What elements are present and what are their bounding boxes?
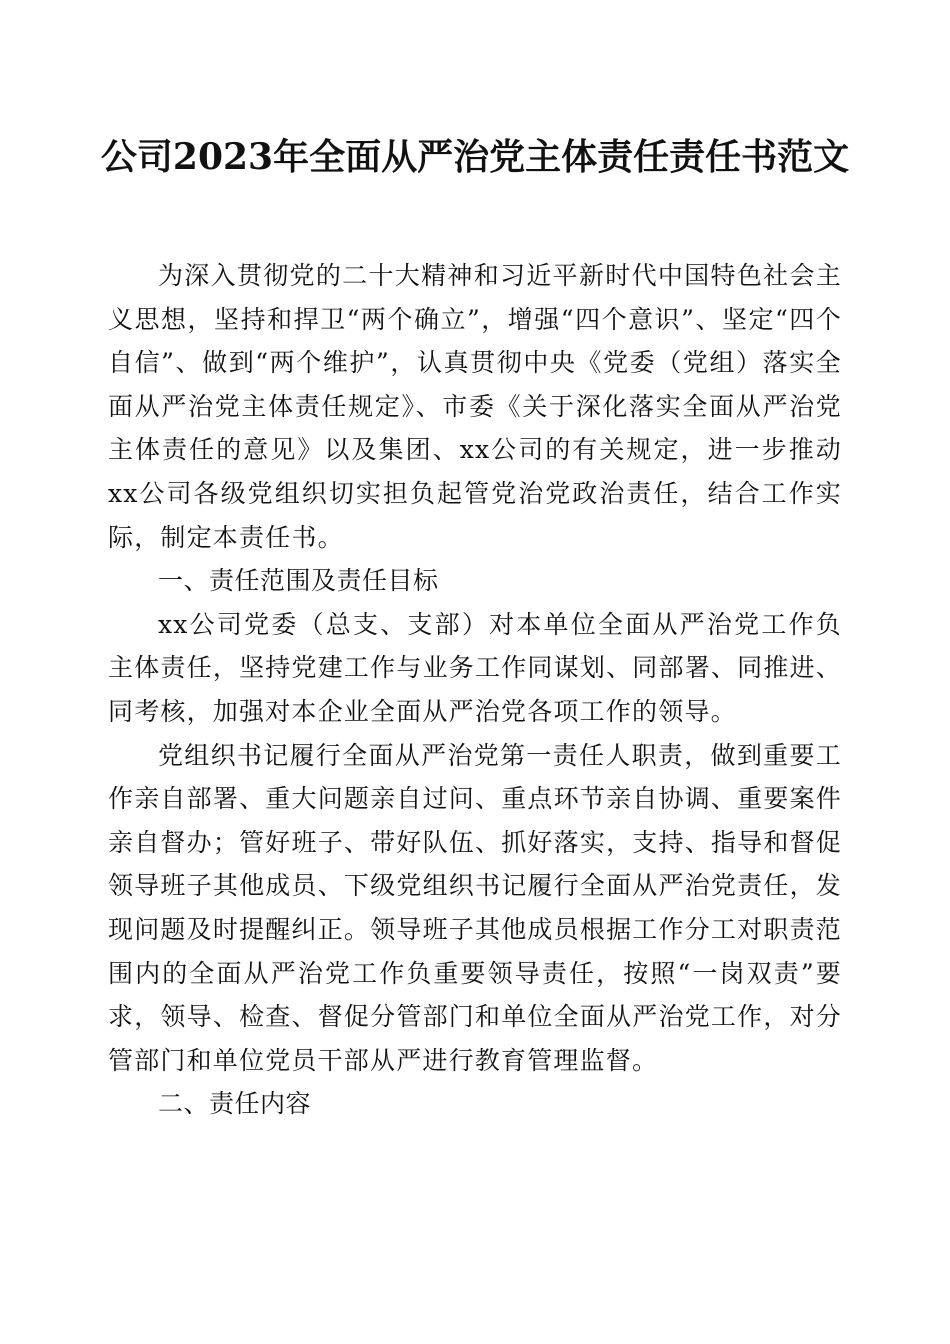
section-1-paragraph-1: xx公司党委（总支、支部）对本单位全面从严治党工作负主体责任，坚持党建工作与业务工作同谋划、同部署、同推进、同考核，加强对本企业全面从严治党各项工作的领导。 (108, 609, 842, 726)
section-2-heading: 二、责任内容 (158, 1089, 312, 1119)
section-1-paragraph-2: 党组织书记履行全面从严治党第一责任人职责，做到重要工作亲自部署、重大问题亲自过问、重点环节亲自协调、重要案件亲自督办；管好班子、带好队伍、抓好落实，支持、指导和督促领导班子其他成员、下级党组织书记履行全面从严治党责任，发现问题及时提醒纠正。领导班子其他成员根据工作分工对职责范围内的全面从严治党工作负重要领导责任，按照“一岗双责”要求，领导、检查、督促分管部门和单位全面从严治党工作，对分管部门和单位党员干部从严进行教育管理监督。 (108, 740, 842, 1075)
document-body (108, 254, 842, 1126)
intro-paragraph: 为深入贯彻党的二十大精神和习近平新时代中国特色社会主义思想，坚持和捍卫“两个确立”，增强“四个意识”、坚定“四个自信”、做到“两个维护”，认真贯彻中央《党委（党组）落实全面从严治党主体责任规定》、市委《关于深化落实全面从严治党主体责任的意见》以及集团、xx公司的有关规定，进一步推动xx公司各级党组织切实担负起管党治党政治责任，结合工作实际，制定本责任书。 (108, 261, 842, 552)
document-title: 公司2023年全面从严治党主体责任责任书范文 (100, 136, 850, 178)
section-1-heading: 一、责任范围及责任目标 (158, 566, 439, 596)
